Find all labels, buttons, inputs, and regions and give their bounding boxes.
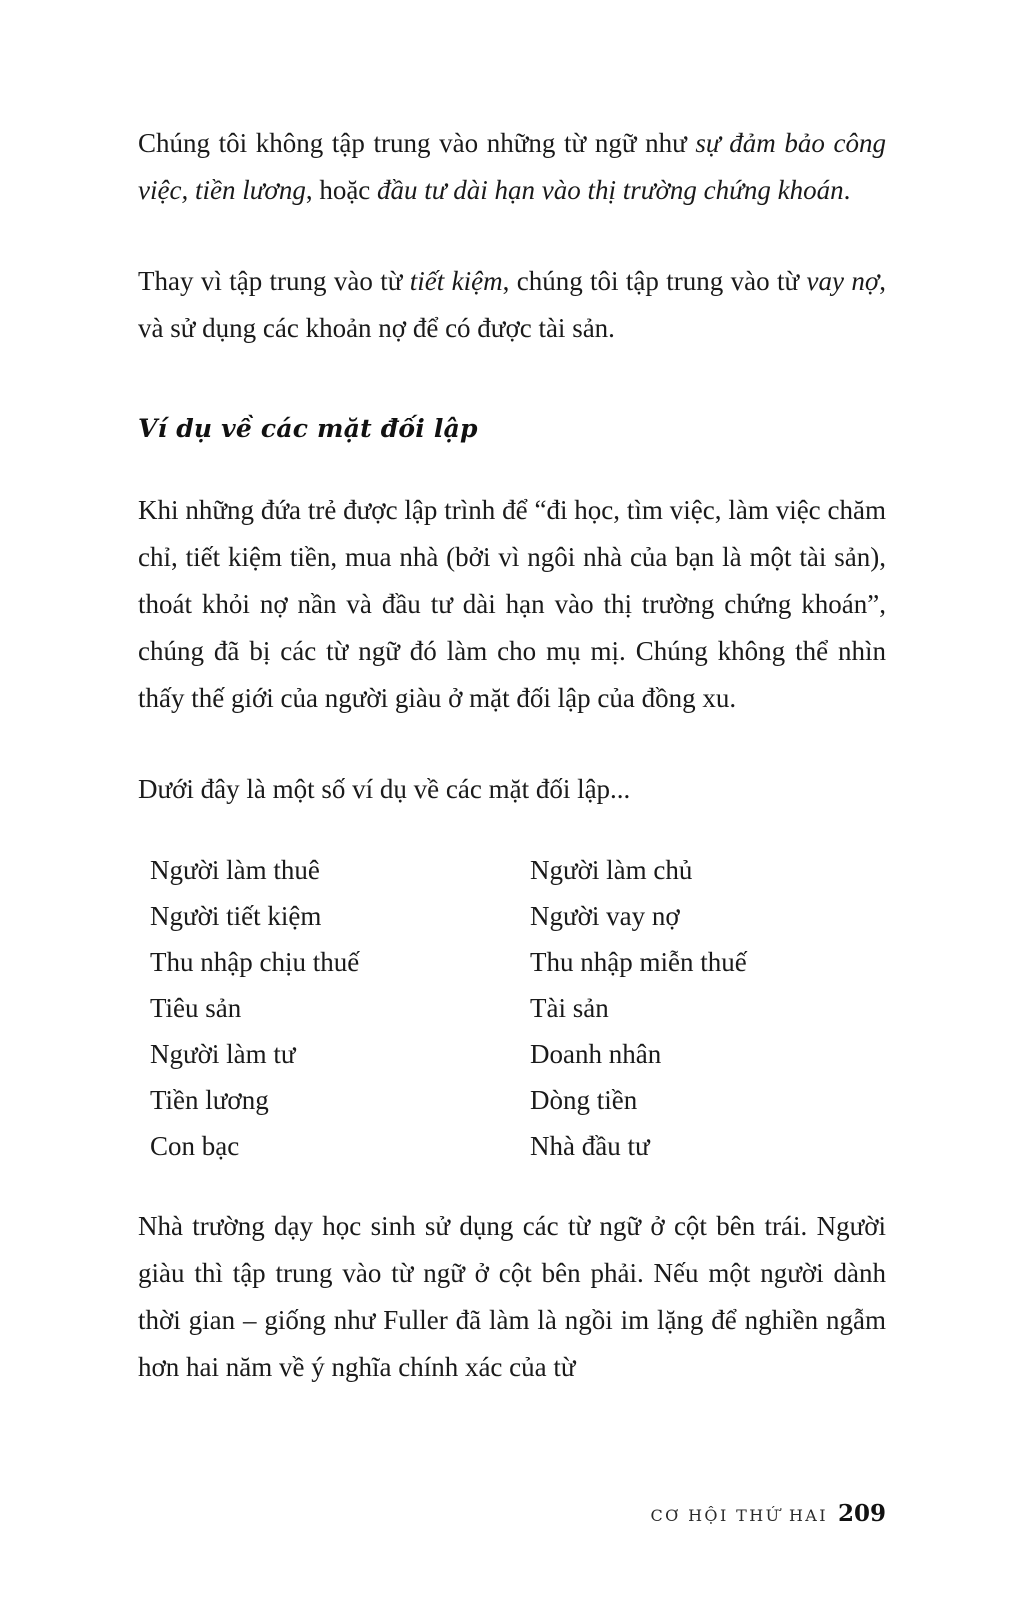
table-cell-right: Tài sản <box>530 993 609 1023</box>
table-cell-right: Doanh nhân <box>530 1039 662 1069</box>
paragraph-1-text-a: Chúng tôi không tập trung vào những từ ngữ như <box>138 128 696 158</box>
table-cell-right: Người vay nợ <box>530 901 680 931</box>
paragraph-2-text-a: Thay vì tập trung vào từ <box>138 266 410 296</box>
table-cell-left: Con bạc <box>150 1131 240 1161</box>
table-row <box>150 893 886 939</box>
paragraph-1 <box>138 120 886 214</box>
paragraph-3: Khi những đứa trẻ được lập trình để “đi học, tìm việc, làm việc chăm chỉ, tiết kiệm tiền, mua nhà (bởi vì ngôi nhà của bạn là một tài sản), thoát khỏi nợ nần và đầu tư dài hạn vào thị trường chứng khoán”, chúng đã bị các từ ngữ đó làm cho mụ mị. Chúng không thể nhìn thấy thế giới của người giàu ở mặt đối lập của đồng xu. <box>138 495 886 713</box>
table-cell-left: Người làm tư <box>150 1039 296 1069</box>
paragraph-1-emphasis-b: đầu tư dài hạn vào thị trường chứng khoán <box>377 175 844 205</box>
table-cell-left: Thu nhập chịu thuế <box>150 947 360 977</box>
table-cell-left: Người làm thuê <box>150 855 320 885</box>
paragraph-1-text-b: , hoặc <box>305 175 378 205</box>
table-cell-left: Tiền lương <box>150 1085 269 1115</box>
section-subheading: Ví dụ về các mặt đối lập <box>138 414 478 443</box>
paragraph-1-text-c: . <box>843 175 851 205</box>
table-row <box>150 939 886 985</box>
table-row <box>150 1031 886 1077</box>
paragraph-1-emphasis-a: sự đảm bảo công việc, tiền lương <box>138 128 886 205</box>
table-cell-left: Tiêu sản <box>150 993 242 1023</box>
table-cell-right: Nhà đầu tư <box>530 1131 650 1161</box>
table-row <box>150 985 886 1031</box>
table-cell-right: Dòng tiền <box>530 1085 638 1115</box>
table-cell-left: Người tiết kiệm <box>150 901 322 931</box>
page-footer <box>650 1500 886 1527</box>
page-content <box>138 120 886 1391</box>
spacer <box>138 722 886 766</box>
spacer <box>138 214 886 258</box>
opposites-table <box>138 847 886 1169</box>
paragraph-5: Nhà trường dạy học sinh sử dụng các từ ngữ ở cột bên trái. Người giàu thì tập trung vào từ ngữ ở cột bên phải. Nếu một người dành thời gian – giống như Fuller đã làm là ngồi im lặng để nghiền ngẫm hơn hai năm về ý nghĩa chính xác của từ <box>138 1211 886 1382</box>
spacer <box>138 352 886 414</box>
paragraph-4: Dưới đây là một số ví dụ về các mặt đối lập... <box>138 774 631 804</box>
paragraph-2 <box>138 258 886 352</box>
paragraph-2-text-c: , và sử dụng các khoản nợ để có được tài sản. <box>138 266 886 343</box>
paragraph-2-text-b: , chúng tôi tập trung vào từ <box>502 266 807 296</box>
table-row <box>150 1077 886 1123</box>
table-row <box>150 1123 886 1169</box>
paragraph-2-emphasis-b: vay nợ <box>806 266 880 296</box>
paragraph-2-emphasis-a: tiết kiệm <box>409 266 503 296</box>
spacer <box>138 443 886 487</box>
footer-chapter-label: CƠ HỘI THỨ HAI <box>650 1506 828 1525</box>
table-cell-right: Người làm chủ <box>530 855 693 885</box>
table-row <box>150 847 886 893</box>
table-cell-right: Thu nhập miễn thuế <box>530 947 747 977</box>
footer-page-number: 209 <box>837 1500 886 1527</box>
